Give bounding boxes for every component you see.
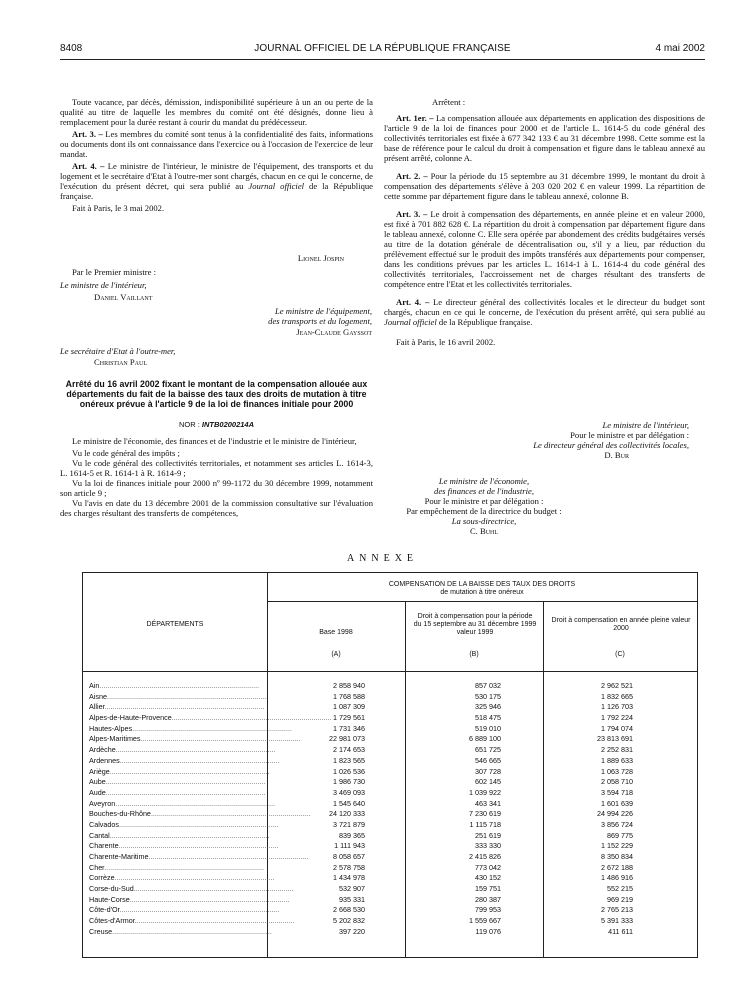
page-number: 8408 [60, 43, 83, 54]
department-name: Charente................................................................................ [89, 841, 279, 851]
table-row [83, 927, 697, 938]
value-2000: 8 350 834 [601, 852, 633, 861]
value-base-1998: 2 578 758 [333, 862, 365, 872]
page-header [60, 43, 705, 57]
table-row [83, 745, 697, 756]
department-name: Allier................................................................................ [89, 702, 265, 712]
table-row [83, 713, 697, 724]
minister-interior-title: Le ministre de l'intérieur, [60, 280, 147, 290]
value-2000: 2 252 831 [601, 745, 633, 755]
minister-interior-name: Daniel Vaillant [94, 292, 153, 302]
value-1999: 602 145 [475, 777, 501, 787]
table-row [83, 734, 697, 745]
value-base-1998: 935 331 [339, 894, 365, 904]
department-name: Aisne................................................................................ [89, 691, 267, 701]
value-base-1998: 24 120 333 [329, 809, 365, 819]
article-3-right: Art. 3. – Le droit à compensation des départements, en année pleine et en valeur 2000, est fixé à 701 882 628 €. La répartition du droit à compensation par département figure dans le tableau annexé, colonne C. Elle sera opérée par abondement des crédits budgétaires versés au titre de la dotation générale de décentralisation ou, s'il y a lieu, par réduction du prélèvement effectué sur le produit des impôts transférés aux départements pour compenser, dans les conditions prévues par les articles L. 1614-1 à L. 1614-4 du code général des collectivités territoriales, l'accroissement net de charges résultant des transferts de compétence entre l'Etat et les collectivités territoriales. [384, 209, 705, 289]
table-row [83, 873, 697, 884]
visa-3: Vu la loi de finances initiale pour 2000 nº 99-1172 du 30 décembre 1999, notamment son article 9 ; [60, 478, 373, 498]
department-name: Corrèze................................................................................ [89, 873, 275, 883]
value-1999: 1 559 667 [469, 916, 501, 926]
table-row [83, 820, 697, 831]
department-name: Charente-Maritime................................................................................ [89, 852, 309, 861]
value-base-1998: 3 721 879 [333, 819, 365, 829]
minister-equipment-name: Jean-Claude Gayssot [296, 327, 372, 337]
table-row [83, 863, 697, 874]
department-name: Hautes-Alpes................................................................................ [89, 723, 292, 733]
value-2000: 1 486 916 [601, 873, 633, 883]
value-1999: 463 341 [475, 798, 501, 808]
value-2000: 1 792 224 [601, 713, 633, 723]
value-base-1998: 1 545 640 [333, 798, 365, 808]
value-2000: 1 889 633 [601, 755, 633, 765]
value-1999: 159 751 [475, 884, 501, 894]
value-2000: 5 391 333 [601, 916, 633, 926]
value-1999: 857 032 [475, 681, 501, 690]
value-base-1998: 1 434 978 [333, 873, 365, 883]
table-row [83, 809, 697, 820]
signature-economie: Le ministre de l'économie, des finances et de l'industrie, Pour le ministre et par délégation : Par empêchement de la directrice du budget : La sous-directrice, C. Buhl [406, 476, 562, 536]
value-2000: 1 832 665 [601, 691, 633, 701]
value-base-1998: 1 087 309 [333, 702, 365, 712]
department-name: Aube................................................................................ [89, 777, 266, 787]
value-1999: 651 725 [475, 745, 501, 755]
value-base-1998: 397 220 [339, 926, 365, 936]
value-base-1998: 1 729 561 [333, 713, 365, 723]
department-name: Bouches-du-Rhône................................................................................ [89, 809, 311, 819]
value-1999: 307 728 [475, 766, 501, 776]
value-2000: 2 962 521 [601, 681, 633, 690]
table-row [83, 777, 697, 788]
value-1999: 1 039 922 [469, 787, 501, 797]
department-name: Aude................................................................................ [89, 787, 266, 797]
value-1999: 251 619 [475, 830, 501, 840]
article-2: Art. 2. – Pour la période du 15 septembre au 31 décembre 1999, le montant du droit à compensation des départements s'élève à 203 020 202 € en valeur 1999. La répartition de cette somme par département figure dans le tableau annexé, colonne B. [384, 171, 705, 201]
department-name: Corse-du-Sud................................................................................ [89, 884, 294, 894]
value-2000: 869 775 [607, 830, 633, 840]
department-name: Cher................................................................................ [89, 862, 264, 872]
value-2000: 552 215 [607, 884, 633, 894]
issue-date: 4 mai 2002 [655, 43, 705, 54]
table-row [83, 692, 697, 703]
value-2000: 969 219 [607, 894, 633, 904]
annexe-title: ANNEXE [346, 553, 419, 564]
table-row [83, 724, 697, 735]
header-col-b: Droit à compensation pour la période du 15 septembre au 31 décembre 1999 valeur 1999 [413, 613, 537, 636]
value-2000: 2 765 213 [601, 905, 633, 915]
table-row [83, 905, 697, 916]
value-1999: 280 387 [475, 894, 501, 904]
nor-reference: NOR : INTB0200214A [178, 420, 255, 429]
department-name: Calvados................................................................................ [89, 819, 279, 829]
paragraph-vacance: Toute vacance, par décès, démission, indisponibilité supérieure à un an ou perte de la qualité au titre de laquelle les membres du comité ont été désignés, donne lieu à remplacement pour la durée restant à courir du mandat du prédécesseur. [60, 97, 373, 127]
article-4-right: Art. 4. – Le directeur général des collectivités locales et le directeur du budget sont chargés, chacun en ce qui le concerne, de l'exécution du présent arrêté, qui sera publié au Journal officiel de la République française. [384, 297, 705, 327]
value-2000: 2 058 710 [601, 777, 633, 787]
value-2000: 1 152 229 [601, 841, 633, 851]
value-2000: 3 594 718 [601, 787, 633, 797]
value-2000: 1 794 074 [601, 723, 633, 733]
department-name: Haute-Corse................................................................................ [89, 894, 290, 904]
article-3: Art. 3. – Les membres du comité sont tenus à la confidentialité des faits, informations ou documents dont ils ont connaissance dans l'exercice ou à l'occasion de l'exercice de leur mandat. [60, 129, 373, 159]
table-row [83, 831, 697, 842]
value-base-1998: 8 058 657 [333, 852, 365, 861]
value-1999: 546 665 [475, 755, 501, 765]
value-2000: 411 611 [608, 926, 633, 936]
department-name: Creuse................................................................................ [89, 926, 272, 936]
table-row [83, 767, 697, 778]
value-base-1998: 1 768 588 [333, 691, 365, 701]
department-name: Alpes-Maritimes................................................................................ [89, 734, 301, 744]
table-row [83, 852, 697, 863]
value-2000: 23 813 691 [597, 734, 633, 744]
paragraph-ministres: Le ministre de l'économie, des finances et de l'industrie et le ministre de l'intérieur, [72, 436, 357, 446]
department-name: Ariège................................................................................ [89, 766, 270, 776]
arretent: Arrêtent : [432, 97, 466, 107]
table-row [83, 702, 697, 713]
header-col-a-letter: (A) [331, 651, 341, 658]
signature-interior: Le ministre de l'intérieur, Pour le ministre et par délégation : Le directeur général des collectivités locales, D. Bur [533, 420, 689, 460]
value-base-1998: 839 365 [339, 830, 365, 840]
value-1999: 7 230 619 [469, 809, 501, 819]
visa-1: Vu le code général des impôts ; [72, 448, 180, 458]
value-1999: 519 010 [475, 723, 501, 733]
table-row [83, 799, 697, 810]
fait-a-paris-right: Fait à Paris, le 16 avril 2002. [396, 337, 496, 347]
table-row [83, 681, 697, 692]
table-row [83, 841, 697, 852]
value-base-1998: 3 469 093 [333, 787, 365, 797]
signature-jospin: Lionel Jospin [297, 253, 344, 263]
secretary-outremer-title: Le secrétaire d'Etat à l'outre-mer, [60, 346, 176, 356]
value-2000: 1 063 728 [601, 766, 633, 776]
visa-4: Vu l'avis en date du 13 décembre 2001 de la commission consultative sur l'évaluation des charges résultant des transferts de compétences, [60, 498, 373, 518]
annexe-table [82, 572, 698, 958]
value-base-1998: 1 731 346 [333, 723, 365, 733]
header-col-c: Droit à compensation en année pleine valeur 2000 [551, 617, 691, 632]
header-rule [60, 59, 705, 60]
value-base-1998: 1 986 730 [333, 777, 365, 787]
journal-title: JOURNAL OFFICIEL DE LA RÉPUBLIQUE FRANÇAISE [254, 43, 511, 54]
value-2000: 24 994 226 [597, 809, 633, 819]
article-4: Art. 4. – Le ministre de l'intérieur, le ministre de l'équipement, des transports et du logement et le secrétaire d'Etat à l'outre-mer sont chargés, chacun en ce qui le concerne, de l'exécution du présent décret, qui sera publié au Journal officiel de la République française. [60, 161, 374, 201]
value-base-1998: 2 668 530 [333, 905, 365, 915]
article-1: Art. 1er. – La compensation allouée aux départements en application des dispositions de l'article 9 de la loi de finances pour 2000 et de l'article L. 1614-5 du code général des collectivités territoriales est fixée à 677 342 133 € au 31 décembre 1998. Cette somme est la base de référence pour le calcul du droit à compensation et figure dans le tableau annexé au présent arrêté, colonne A. [384, 113, 705, 163]
row-divider [83, 671, 697, 672]
table-row [83, 788, 697, 799]
header-departements: DÉPARTEMENTS [146, 621, 204, 628]
visa-2: Vu le code général des collectivités territoriales, et notamment ses articles L. 1614-3, L. 1614-5 et R. 1614-1 à R. 1614-9 ; [60, 458, 373, 478]
value-1999: 430 152 [475, 873, 501, 883]
value-1999: 6 889 100 [469, 734, 501, 744]
value-1999: 1 115 718 [469, 819, 501, 829]
fait-a-paris: Fait à Paris, le 3 mai 2002. [72, 203, 165, 213]
header-col-c-letter: (C) [615, 651, 625, 658]
table-body [83, 681, 697, 938]
header-col-a: Base 1998 [319, 629, 353, 636]
value-1999: 325 946 [475, 702, 501, 712]
value-1999: 2 415 826 [469, 852, 501, 861]
department-name: Alpes-de-Haute-Provence................................................................................ [89, 713, 332, 723]
value-1999: 518 475 [475, 713, 501, 723]
department-name: Aveyron................................................................................ [89, 798, 276, 808]
value-base-1998: 532 907 [339, 884, 365, 894]
value-2000: 3 856 724 [601, 819, 633, 829]
department-name: Ardennes................................................................................ [89, 755, 280, 765]
value-base-1998: 2 174 653 [333, 745, 365, 755]
value-2000: 2 672 188 [601, 862, 633, 872]
header-col-b-letter: (B) [469, 651, 479, 658]
department-name: Ardèche................................................................................ [89, 745, 276, 755]
department-name: Côte-d'Or................................................................................ [89, 905, 280, 915]
row-divider [267, 601, 697, 602]
value-2000: 1 601 639 [601, 798, 633, 808]
value-base-1998: 2 858 940 [333, 681, 365, 690]
right-column [384, 97, 705, 349]
value-1999: 119 076 [475, 926, 501, 936]
secretary-outremer-name: Christian Paul [94, 357, 147, 367]
minister-equipment-title: Le ministre de l'équipement, des transports et du logement, [268, 306, 372, 326]
value-base-1998: 22 981 073 [329, 734, 365, 744]
table-row [83, 756, 697, 767]
value-1999: 333 330 [475, 841, 501, 851]
par-premier-ministre: Par le Premier ministre : [72, 267, 157, 277]
value-base-1998: 1 823 565 [333, 755, 365, 765]
value-base-1998: 1 026 536 [333, 766, 365, 776]
department-name: Ain................................................................................ [89, 681, 260, 690]
arrete-title: Arrêté du 16 avril 2002 fixant le montant de la compensation allouée aux départements du fait de la baisse des taux des droits de mutation à titre onéreux prévue à l'article 9 de la loi de finances initiale pour 2000 [65, 379, 368, 409]
value-base-1998: 5 202 832 [333, 916, 365, 926]
table-row [83, 895, 697, 906]
value-1999: 530 175 [475, 691, 501, 701]
table-row [83, 916, 697, 927]
value-base-1998: 1 111 943 [334, 841, 365, 851]
header-compensation: COMPENSATION DE LA BAISSE DES TAUX DES DROITS de mutation à titre onéreux [388, 581, 576, 596]
department-name: Côtes-d'Armor................................................................................ [89, 916, 295, 926]
value-1999: 799 953 [475, 905, 501, 915]
left-visas [60, 436, 373, 518]
department-name: Cantal................................................................................ [89, 830, 270, 840]
value-1999: 773 042 [475, 862, 501, 872]
table-row [83, 884, 697, 895]
left-column [60, 97, 373, 215]
value-2000: 1 126 703 [601, 702, 633, 712]
